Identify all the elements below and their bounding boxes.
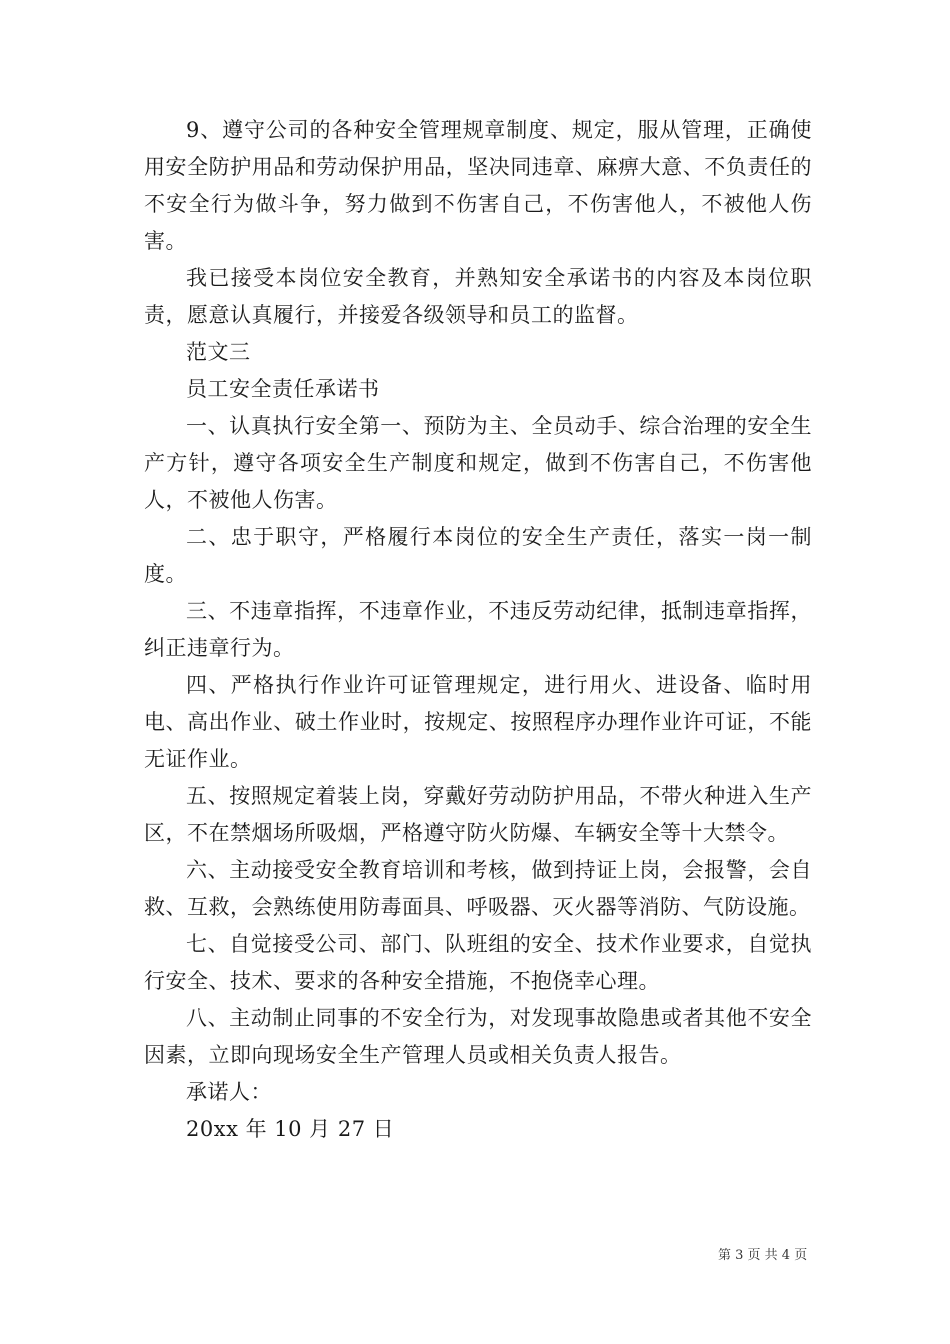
paragraph-item-2: 二、忠于职守，严格履行本岗位的安全生产责任，落实一岗一制度。 (144, 525, 812, 586)
section-heading-sample-three: 范文三 (186, 340, 251, 364)
paragraph-item-6: 六、主动接受安全教育培训和考核，做到持证上岗，会报警，会自救、互救，会熟练使用防毒面具、呼吸器、灭火器等消防、气防设施。 (144, 858, 812, 919)
paragraph-item-3: 三、不违章指挥，不违章作业，不违反劳动纪律，抵制违章指挥，纠正违章行为。 (144, 599, 812, 660)
document-title: 员工安全责任承诺书 (186, 377, 380, 401)
paragraph-item-1: 一、认真执行安全第一、预防为主、全员动手、综合治理的安全生产方针，遵守各项安全生产制度和规定，做到不伤害自己，不伤害他人，不被他人伤害。 (144, 414, 812, 512)
document-body (144, 112, 812, 1148)
paragraph-item-5: 五、按照规定着装上岗，穿戴好劳动防护用品，不带火种进入生产区，不在禁烟场所吸烟，严格遵守防火防爆、车辆安全等十大禁令。 (144, 784, 812, 845)
paragraph-item-9: 9、遵守公司的各种安全管理规章制度、规定，服从管理，正确使用安全防护用品和劳动保护用品，坚决同违章、麻痹大意、不负责任的不安全行为做斗争，努力做到不伤害自己，不伤害他人，不被他人伤害。 (144, 118, 812, 253)
paragraph-acknowledgement: 我已接受本岗位安全教育，并熟知安全承诺书的内容及本岗位职责，愿意认真履行，并接爱各级领导和员工的监督。 (144, 266, 812, 327)
signatory-label: 承诺人： (186, 1080, 272, 1104)
signature-date: 20xx 年 10 月 27 日 (186, 1117, 395, 1141)
paragraph-item-4: 四、严格执行作业许可证管理规定，进行用火、进设备、临时用电、高出作业、破土作业时，按规定、按照程序办理作业许可证，不能无证作业。 (144, 673, 812, 771)
paragraph-item-8: 八、主动制止同事的不安全行为，对发现事故隐患或者其他不安全因素，立即向现场安全生产管理人员或相关负责人报告。 (144, 1006, 812, 1067)
page-number-footer: 第 3 页 共 4 页 (718, 1248, 808, 1263)
paragraph-item-7: 七、自觉接受公司、部门、队班组的安全、技术作业要求，自觉执行安全、技术、要求的各种安全措施，不抱侥幸心理。 (144, 932, 812, 993)
